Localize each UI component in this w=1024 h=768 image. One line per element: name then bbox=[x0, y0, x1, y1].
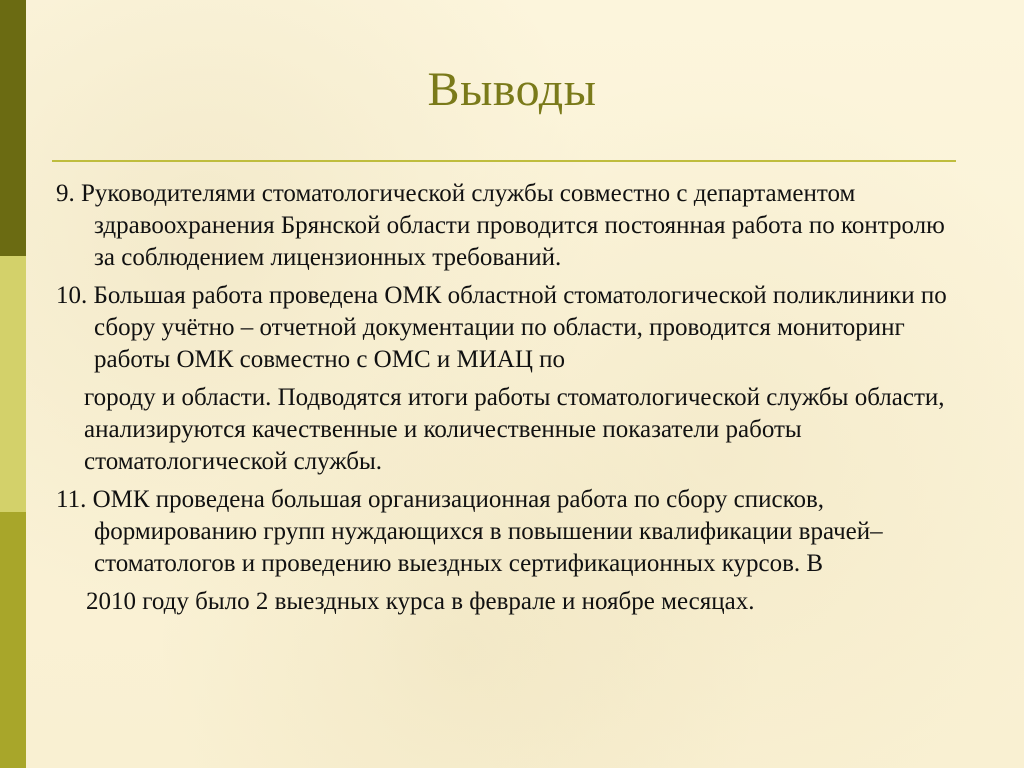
paragraph-11-continued: 2010 году было 2 выездных курса в феврале и ноябре месяцах. bbox=[86, 588, 755, 615]
paragraph-10: 10. Большая работа проведена ОМК областной стоматологической поликлиники по сбору учётно – отчетной документации по области, проводится мониторинг работы ОМК совместно с ОМС и МИАЦ по bbox=[56, 282, 947, 373]
sidebar-segment-top bbox=[0, 0, 26, 256]
title-divider bbox=[52, 160, 956, 162]
paragraph-10-continued: городу и области. Подводятся итоги работы стоматологической службы области, анализируются качественные и количественные показатели работы стоматологической службы. bbox=[84, 384, 945, 475]
sidebar-segment-bottom bbox=[0, 512, 26, 768]
sidebar-segment-middle bbox=[0, 256, 26, 512]
paragraph-11: 11. ОМК проведена большая организационная работа по сбору списков, формированию групп нуждающихся в повышении квалификации врачей– стоматологов и проведению выездных сертификационных курсов. В bbox=[56, 486, 883, 577]
slide-body bbox=[56, 178, 956, 618]
paragraph-9: 9. Руководителями стоматологической службы совместно с департаментом здравоохранения Брянской области проводится постоянная работа по контролю за соблюдением лицензионных требований. bbox=[56, 180, 945, 271]
slide-title: Выводы bbox=[427, 63, 597, 116]
